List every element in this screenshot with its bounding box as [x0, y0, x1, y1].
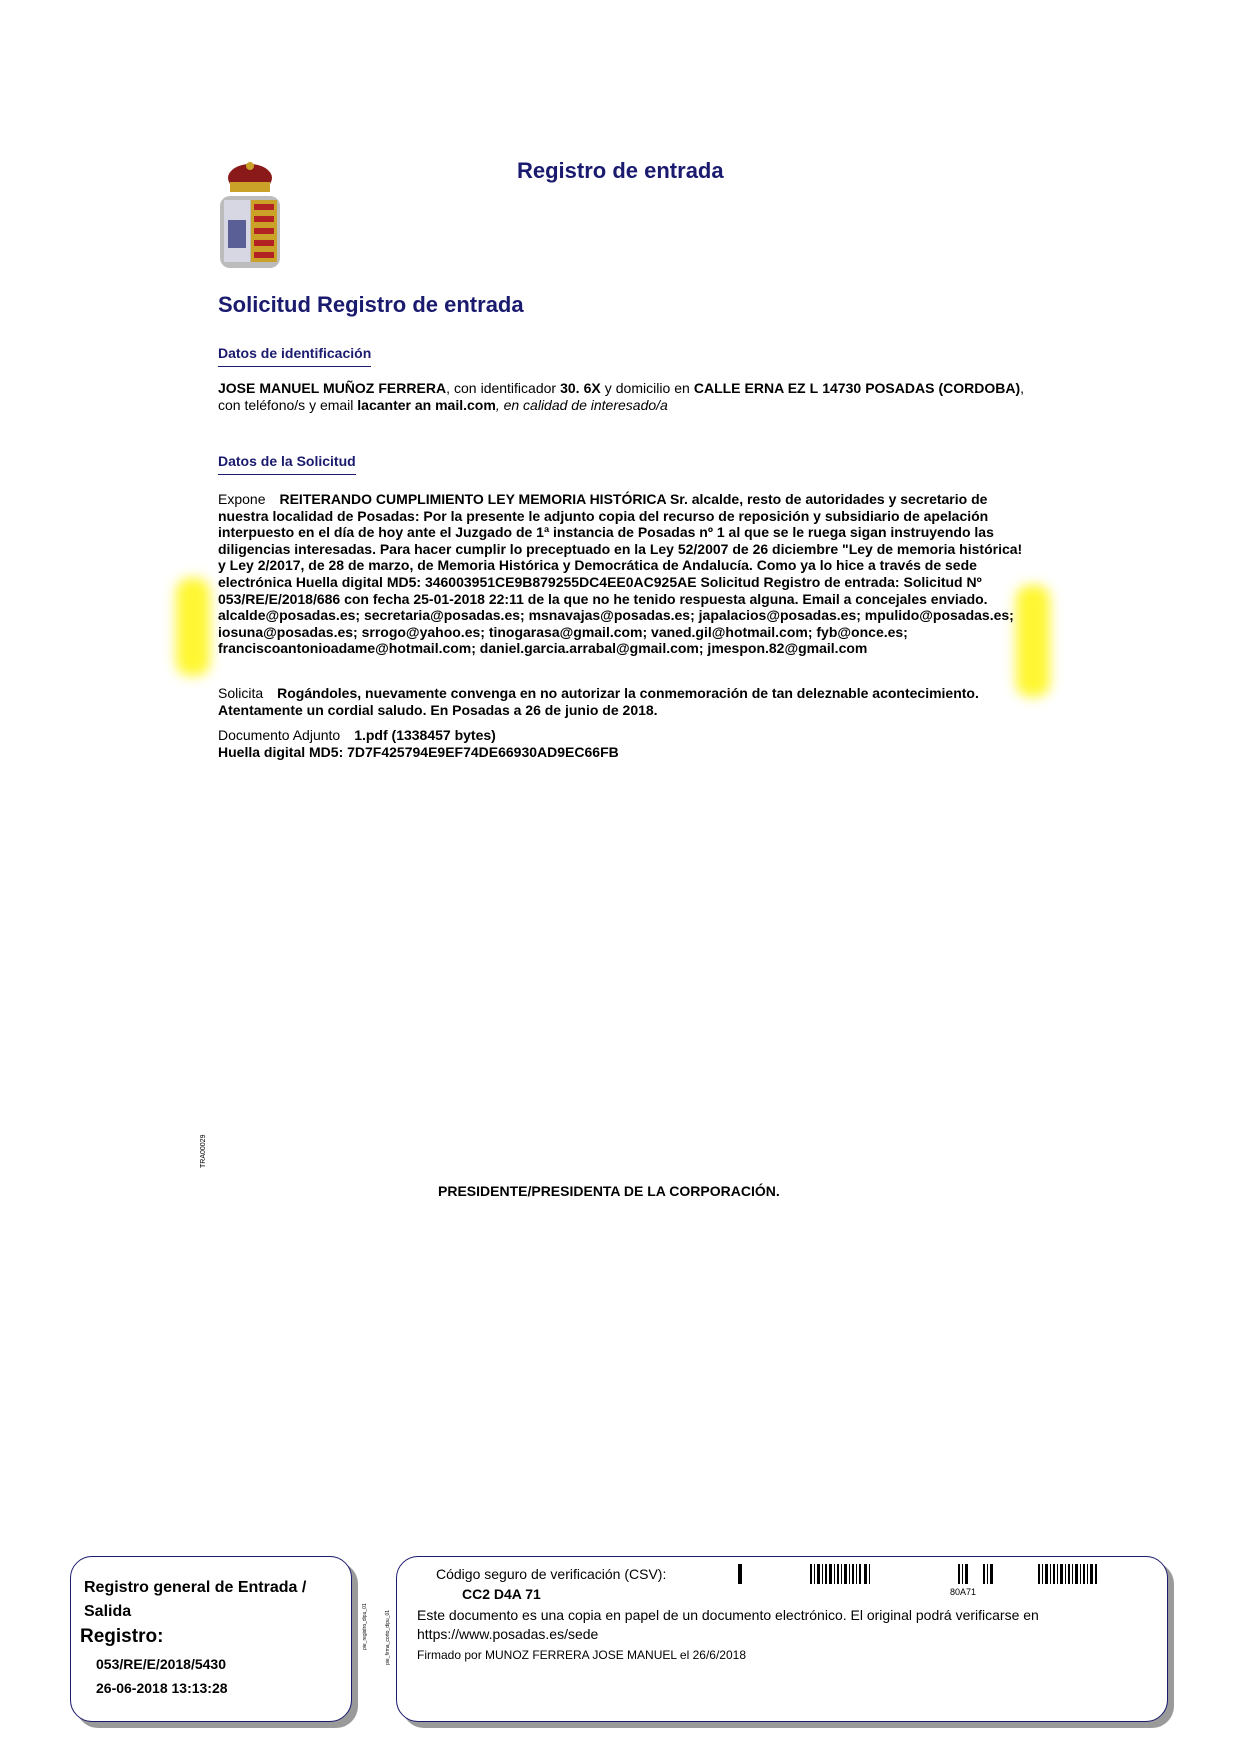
applicant-email: lacanter an mail.com [357, 396, 496, 413]
signed-by-line: Firmado por MUNOZ FERRERA JOSE MANUEL el 26/6/2018 [417, 1648, 746, 1662]
side-template-code: TRA00029 [200, 1134, 207, 1168]
csv-code: CC2 D4A 71 [462, 1586, 541, 1602]
registry-label: Registro: [80, 1626, 164, 1647]
text-fragment: y email [309, 396, 358, 413]
attachment-label: Documento Adjunto [218, 727, 341, 743]
highlight-mark-left [176, 578, 210, 676]
text-fragment: y domicilio en [600, 380, 694, 396]
text-fragment: , con identificador [446, 380, 561, 396]
page-title: Registro de entrada [517, 158, 724, 183]
identification-section-heading: Datos de identificación [218, 345, 371, 367]
solicita-block [218, 685, 1024, 718]
expone-text: REITERANDO CUMPLIMIENTO LEY MEMORIA HISTÓRICA Sr. alcalde, resto de autoridades y secretario de nuestra localidad de Posadas: Por la presente le adjunto copia del recurso de reposición y subsidiario de apelación interpuesto en el día de hoy ante el Juzgado de 1ª instancia de Posadas nº 1 al que se le ruega sigan instruyendo las diligencias interesadas. Para hacer cumplir lo preceptuado en la Ley 52/2007 de 26 diciembre "Ley de memoria histórica! y Ley 2/2017, de 28 de marzo, de Memoria Histórica y Democrática de Andalucía. Como ya lo hice a través de sede electrónica Huella digital MD5: 346003951CE9B879255DC4EE0AC925AE Solicitud Registro de entrada: Solicitud Nº 053/RE/E/2018/686 con fecha 25-01-2018 22:11 de la que no he tenido respuesta alguna. Email a concejales enviado. alcalde@posadas.es; secretaria@posadas.es; msnavajas@posadas.es; japalacios@posadas.es; mpulido@posadas.es; iosuna@posadas.es; srrogo@yahoo.es; tinogarasa@gmail.com; vaned.gil@hotmail.com; fyb@once.es; franciscoantonioadame@hotmail.com; daniel.garcia.arrabal@gmail.com; jmespon.82@gmail.com [218, 491, 1023, 657]
request-section-heading: Datos de la Solicitud [218, 453, 356, 475]
electronic-copy-note: Este documento es una copia en papel de un documento electrónico. El original podrá verificarse en https://www.posadas.es/sede [417, 1607, 1039, 1642]
expone-label: Expone [218, 491, 266, 507]
footer-vertical-code-1: pie_registro_dipu_01 [362, 1603, 368, 1650]
registry-date: 26-06-2018 13:13:28 [96, 1680, 228, 1696]
solicita-label: Solicita [218, 685, 264, 701]
attachment-hash: Huella digital MD5: 7D7F425794E9EF74DE66930AD9EC66FB [218, 743, 619, 760]
applicant-id: 30. 6X [560, 380, 601, 396]
barcode-text: 80A71 [950, 1587, 977, 1597]
barcode-image [738, 1564, 1098, 1584]
applicant-address: CALLE ERNA EZ L [693, 380, 819, 396]
applicant-city: 14730 POSADAS (CORDOBA) [822, 380, 1021, 396]
form-title: Solicitud Registro de entrada [218, 292, 524, 317]
attachment-value: 1.pdf (1338457 bytes) [354, 727, 496, 743]
csv-label: Código seguro de verificación (CSV): [436, 1566, 667, 1582]
attachment-block [218, 727, 1024, 760]
registry-heading: Registro general de Entrada / Salida [84, 1579, 307, 1620]
expone-block [218, 491, 1024, 657]
text-fragment: , con teléfono/s [218, 380, 1024, 413]
applicant-name: JOSE MANUEL MUÑOZ FERRERA [218, 380, 447, 396]
footer-vertical-code-2: pie_firma_corto_dipu_01 [385, 1609, 391, 1665]
registry-number: 053/RE/E/2018/5430 [96, 1656, 226, 1672]
municipal-crest-logo [218, 160, 282, 270]
identification-paragraph [218, 380, 1024, 413]
solicita-text: Rogándoles, nuevamente convenga en no autorizar la conmemoración de tan deleznable acontecimiento. Atentamente un cordial saludo. En Posadas a 26 de junio de 2018. [218, 685, 979, 718]
applicant-role: , en calidad de interesado/a [495, 396, 668, 413]
recipient-line: PRESIDENTE/PRESIDENTA DE LA CORPORACIÓN. [438, 1183, 780, 1199]
